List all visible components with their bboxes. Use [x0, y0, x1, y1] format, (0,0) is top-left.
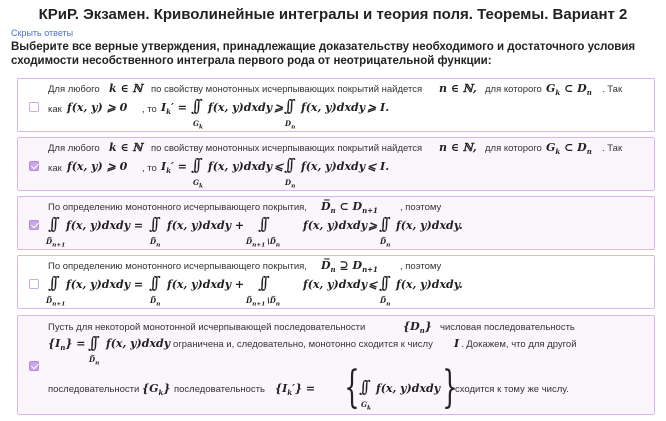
option-2-math: f(x, y)dxdy — [208, 160, 273, 173]
option-5-math: f(x, y)dxdy — [106, 337, 171, 350]
option-4-math: f(x, y)dxdy + — [167, 278, 245, 291]
option-4-math: $D̅_{n+1}∖D̅_n$ — [246, 296, 281, 308]
option-5-text: числовая последовательность — [440, 322, 575, 333]
option-2-integral: ∫∫ — [191, 155, 198, 174]
hide-answers-link[interactable]: Скрыть ответы — [11, 28, 74, 38]
option-1-text: Для любого — [48, 84, 100, 95]
option-5-text: . Докажем, что для другой — [461, 339, 577, 350]
option-1-text: как — [48, 104, 62, 115]
option-1-integral: ∫∫ — [191, 96, 198, 115]
option-1-text: для которого — [485, 84, 542, 95]
option-3-math: $D̅_n$ — [380, 237, 391, 249]
option-1-checkbox[interactable] — [29, 102, 39, 112]
option-3-math: $D̅_{n+1}∖D̅_n$ — [246, 237, 281, 249]
option-5-math: I — [454, 337, 460, 350]
option-3-math: ⩾ — [368, 219, 378, 232]
option-3-checkbox[interactable] — [29, 220, 39, 230]
option-5-text: последовательности — [48, 384, 140, 395]
option-1-math: f(x, y)dxdy — [301, 101, 366, 114]
option-5-text: последовательность — [174, 384, 265, 395]
option-4-text: По определению монотонного исчерпывающего покрытия, — [48, 261, 307, 272]
option-2-math: $G_k$ — [193, 178, 204, 190]
option-5-brace-right: } — [442, 362, 458, 413]
page-title: КРиР. Экзамен. Криволинейные интегралы и теория поля. Теоремы. Вариант 2 — [38, 6, 628, 23]
option-5-text: ограничена и, следовательно, монотонно сходится к числу — [173, 339, 433, 350]
option-1-integral: ∫∫ — [284, 96, 291, 115]
option-3-text: , поэтому — [400, 202, 442, 213]
option-1-math: f(x, y) ⩾ 0 — [67, 101, 128, 114]
option-1-text: по свойству монотонных исчерпывающих покрытий найдется — [151, 84, 423, 95]
option-2-math: $D_n$ — [285, 178, 296, 190]
option-4-integral: ∫∫ — [379, 273, 386, 292]
option-4-math: $D̅_n$ ⊇ $D_{n+1}$ — [321, 259, 378, 275]
option-3-integral: ∫∫ — [48, 214, 55, 233]
option-4-text: , поэтому — [400, 261, 442, 272]
option-5-text: сходится к тому же числу. — [455, 384, 569, 395]
option-2-integral: ∫∫ — [284, 155, 291, 174]
answer-option-3[interactable] — [17, 196, 655, 250]
option-3-text: По определению монотонного исчерпывающего покрытия, — [48, 202, 307, 213]
option-5-integral: ∫∫ — [88, 333, 95, 352]
option-5-checkbox[interactable] — [29, 361, 39, 371]
option-1-math: $I_k'$ = — [161, 101, 187, 117]
option-1-text: , то — [142, 104, 157, 115]
option-4-integral: ∫∫ — [149, 273, 156, 292]
option-5-math: $G_k$ — [361, 400, 372, 412]
option-5-text: Пусть для некоторой монотонной исчерпывающей последовательности — [48, 322, 366, 333]
option-2-text: для которого — [485, 143, 542, 154]
option-2-checkbox[interactable] — [29, 161, 39, 171]
option-5-integral: ∫∫ — [359, 377, 366, 396]
option-4-math: $D̅_n$ — [150, 296, 161, 308]
option-2-math: k ∈ ℕ — [109, 141, 143, 154]
option-2-math: n ∈ ℕ, — [439, 141, 477, 154]
option-1-math: $G_k$ — [193, 119, 204, 131]
option-3-integral: ∫∫ — [379, 214, 386, 233]
option-1-math: ⩾ — [274, 101, 284, 114]
option-4-math: f(x, y)dxdy. — [396, 278, 463, 291]
option-2-math: $I_k'$ = — [161, 160, 187, 176]
option-3-math: $D̅_{n+1}$ — [46, 237, 66, 249]
option-2-math: f(x, y)dxdy — [301, 160, 366, 173]
option-5-math: f(x, y)dxdy — [376, 382, 441, 395]
option-2-text: Для любого — [48, 143, 100, 154]
option-2-text: как — [48, 163, 62, 174]
option-4-math: f(x, y)dxdy = — [66, 278, 144, 291]
option-5-math: $\{I_k'\}$ = — [275, 382, 316, 398]
option-3-relation: ⊂ — [339, 200, 349, 213]
option-2-math: ⩽ — [274, 160, 284, 173]
option-1-math: $G_k$ ⊂ $D_n$ — [546, 82, 592, 98]
answer-option-4[interactable] — [17, 255, 655, 309]
option-4-integral: ∫∫ — [258, 273, 265, 292]
option-1-math: $D_n$ — [285, 119, 296, 131]
option-3-math: f(x, y)dxdy. — [396, 219, 463, 232]
option-2-math: f(x, y) ⩾ 0 — [67, 160, 128, 173]
option-4-math: $D̅_n$ — [380, 296, 391, 308]
option-2-text: , то — [142, 163, 157, 174]
option-4-relation: ⊇ — [339, 259, 349, 272]
option-1-math: n ∈ ℕ, — [439, 82, 477, 95]
option-2-text: по свойству монотонных исчерпывающих покрытий найдется — [151, 143, 423, 154]
option-3-integral: ∫∫ — [149, 214, 156, 233]
option-4-math: ⩽ — [368, 278, 378, 291]
option-3-math: f(x, y)dxdy — [303, 219, 368, 232]
option-1-text: . Так — [602, 84, 623, 95]
option-5-math: $\{G_k\}$ — [142, 382, 171, 398]
answer-option-2[interactable] — [17, 137, 655, 191]
option-3-math: f(x, y)dxdy = — [66, 219, 144, 232]
option-1-math: ⩾ I. — [367, 101, 390, 114]
option-5-math: $\{D_n\}$ — [403, 320, 432, 336]
option-1-math: f(x, y)dxdy — [208, 101, 273, 114]
option-3-math: $D̅_n$ ⊂ $D_{n+1}$ — [321, 200, 378, 216]
option-5-brace-left: { — [344, 362, 360, 413]
option-2-text: . Так — [602, 143, 623, 154]
option-2-math: ⩽ I. — [367, 160, 390, 173]
option-4-integral: ∫∫ — [48, 273, 55, 292]
option-4-checkbox[interactable] — [29, 279, 39, 289]
option-3-integral: ∫∫ — [258, 214, 265, 233]
option-4-math: f(x, y)dxdy — [303, 278, 368, 291]
answer-option-1[interactable] — [17, 78, 655, 132]
option-5-math: $D̅_n$ — [89, 355, 100, 367]
option-3-math: $D̅_n$ — [150, 237, 161, 249]
option-2-math: $G_k$ ⊂ $D_n$ — [546, 141, 592, 157]
option-3-math: f(x, y)dxdy + — [167, 219, 245, 232]
option-4-math: $D̅_{n+1}$ — [46, 296, 66, 308]
answer-option-5[interactable] — [17, 315, 655, 415]
option-1-math: k ∈ ℕ — [109, 82, 143, 95]
question-text: Выберите все верные утверждения, принадлежащие доказательству необходимого и достаточного условия сходимости несобственного интеграла первого рода от неотрицательной функции: — [11, 41, 636, 67]
option-5-math: $\{I_n\}$ = — [48, 337, 86, 353]
